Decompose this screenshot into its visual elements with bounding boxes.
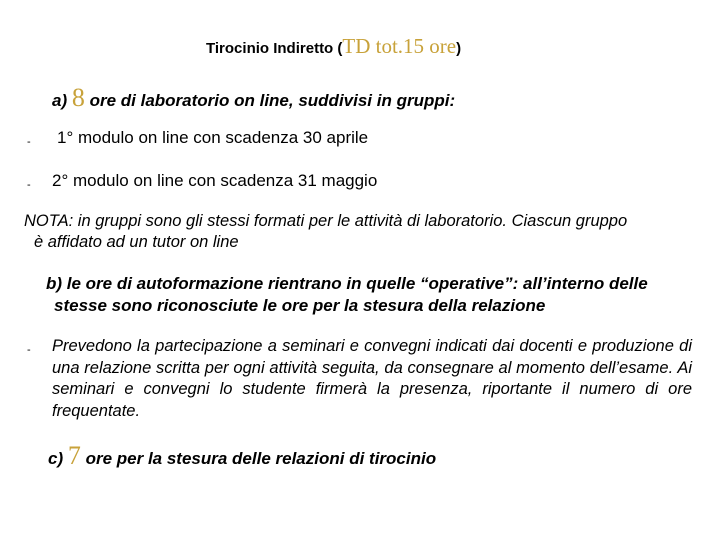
section-b-paragraph: Prevedono la partecipazione a seminari e convegni indicati dai docenti e produzione di una relazione scritta per ogni attività seguita, da consegnare al momento dell’esame. Ai seminari e convegni lo studente firmerà la presenza, riportante il numero di ore frequentate. xyxy=(52,337,692,420)
list-bullet: - xyxy=(27,136,31,148)
section-c-number: 7 xyxy=(67,441,81,470)
nota-line-1: NOTA: in gruppi sono gli stessi formati per le attività di laboratorio. Ciascun gruppo xyxy=(24,212,628,230)
list-bullet: - xyxy=(27,179,31,191)
section-b-line-2: stesse sono riconosciute le ore per la stesura della relazione xyxy=(54,296,546,315)
page-title xyxy=(206,34,461,59)
title-highlight: TD tot.15 ore xyxy=(342,34,457,58)
nota-line-2: è affidato ad un tutor on line xyxy=(34,233,239,251)
section-a-number: 8 xyxy=(71,83,85,112)
section-a-marker: a) xyxy=(52,91,68,110)
nota-paragraph xyxy=(24,211,694,253)
title-suffix: ) xyxy=(456,40,462,57)
section-a-heading xyxy=(52,83,455,113)
list-item: 1° modulo on line con scadenza 30 aprile xyxy=(57,128,369,147)
section-c-heading xyxy=(48,441,436,471)
section-b-line-1: b) le ore di autoformazione rientrano in quelle “operative”: all’interno delle xyxy=(46,274,648,293)
title-prefix: Tirocinio Indiretto ( xyxy=(206,40,343,57)
section-b-heading xyxy=(46,273,706,317)
list-bullet: - xyxy=(27,344,31,356)
section-c-text: ore per la stesura delle relazioni di tirocinio xyxy=(85,449,437,468)
section-a-text: ore di laboratorio on line, suddivisi in gruppi: xyxy=(89,91,456,110)
list-item: 2° modulo on line con scadenza 31 maggio xyxy=(52,171,378,190)
section-c-marker: c) xyxy=(48,449,64,468)
